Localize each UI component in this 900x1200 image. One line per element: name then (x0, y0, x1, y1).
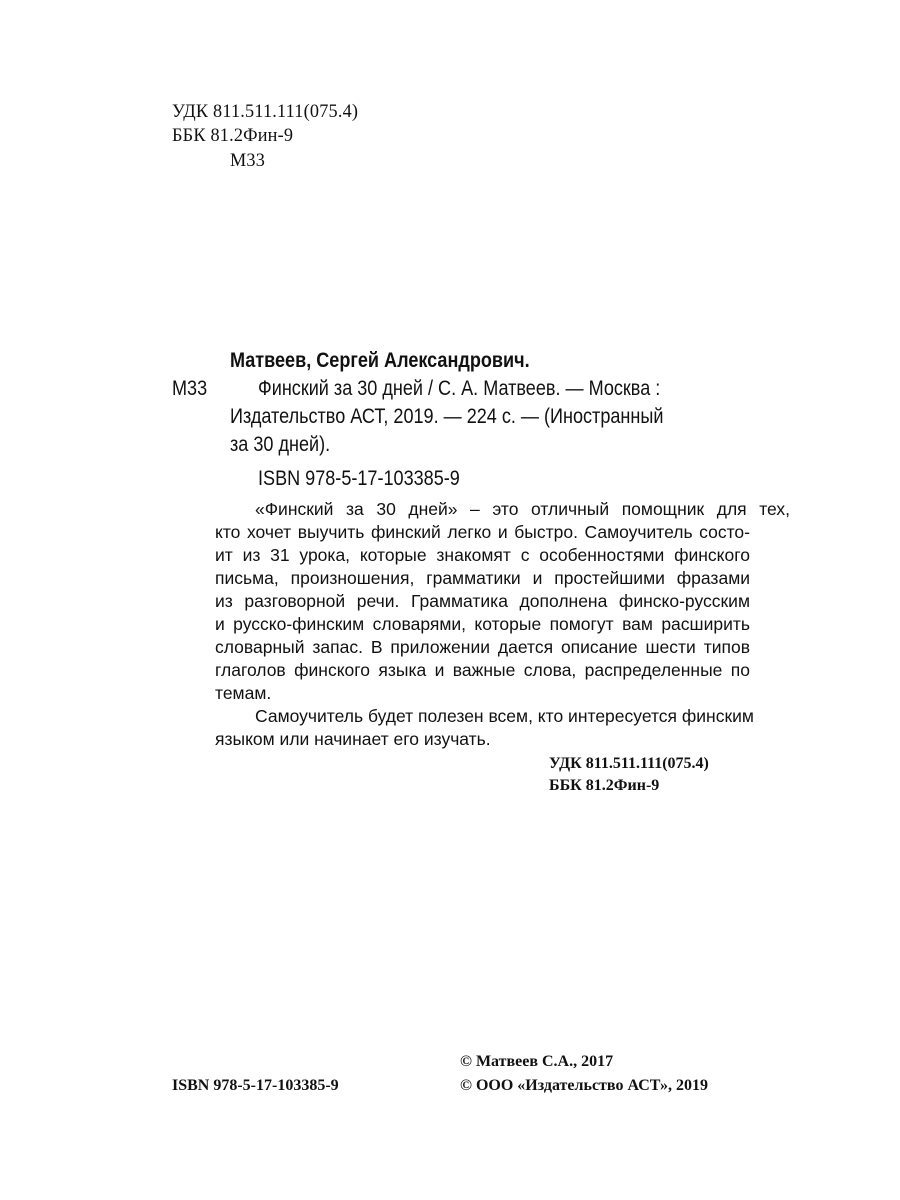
annotation-line: глаголов финского языка и важные слова, распределенные по (215, 660, 750, 680)
annotation-line: кто хочет выучить финский легко и быстро. Самоучитель состо- (215, 522, 750, 542)
annotation-line: письма, произношения, грамматики и простейшими фразами (215, 568, 750, 588)
author-heading: Матвеев, Сергей Александрович. (230, 349, 530, 372)
footer-isbn: ISBN 978-5-17-103385-9 (172, 1077, 339, 1094)
annotation-line: языком или начинает его изучать. (215, 729, 491, 749)
annotation-line: и русско-финским словарями, которые помогут вам расширить (215, 614, 750, 634)
copyright-publisher: © ООО «Издательство АСТ», 2019 (460, 1077, 709, 1094)
card-isbn: ISBN 978-5-17-103385-9 (258, 467, 460, 490)
card-udk: УДК 811.511.111(075.4) (549, 755, 709, 772)
description-line-3: за 30 дней). (230, 433, 331, 456)
annotation-line: из разговорной речи. Грамматика дополнена финско-русским (215, 591, 750, 611)
card-author-mark: М33 (172, 377, 208, 400)
top-udk: УДК 811.511.111(075.4) (172, 101, 359, 122)
top-bbk: ББК 81.2Фин-9 (172, 125, 294, 146)
description-line-1: Финский за 30 дней / С. А. Матвеев. — Москва : (258, 377, 661, 400)
copyright-author: © Матвеев С.А., 2017 (460, 1053, 614, 1070)
annotation-paragraph-2 (215, 705, 795, 751)
annotation-line: словарный запас. В приложении дается описание шести типов (215, 637, 750, 657)
top-author-mark: М33 (230, 150, 266, 171)
annotation-line: темам. (215, 683, 272, 703)
annotation-line: Самоучитель будет полезен всем, кто интересуется финским (255, 706, 754, 726)
card-bbk: ББК 81.2Фин-9 (549, 777, 660, 794)
description-line-2: Издательство АСТ, 2019. — 224 с. — (Иностранный (230, 405, 664, 428)
annotation-line: «Финский за 30 дней» – это отличный помощник для тех, (255, 499, 790, 519)
annotation-paragraph-1 (215, 498, 795, 705)
annotation-line: ит из 31 урока, которые знакомят с особенностями финского (215, 545, 750, 565)
